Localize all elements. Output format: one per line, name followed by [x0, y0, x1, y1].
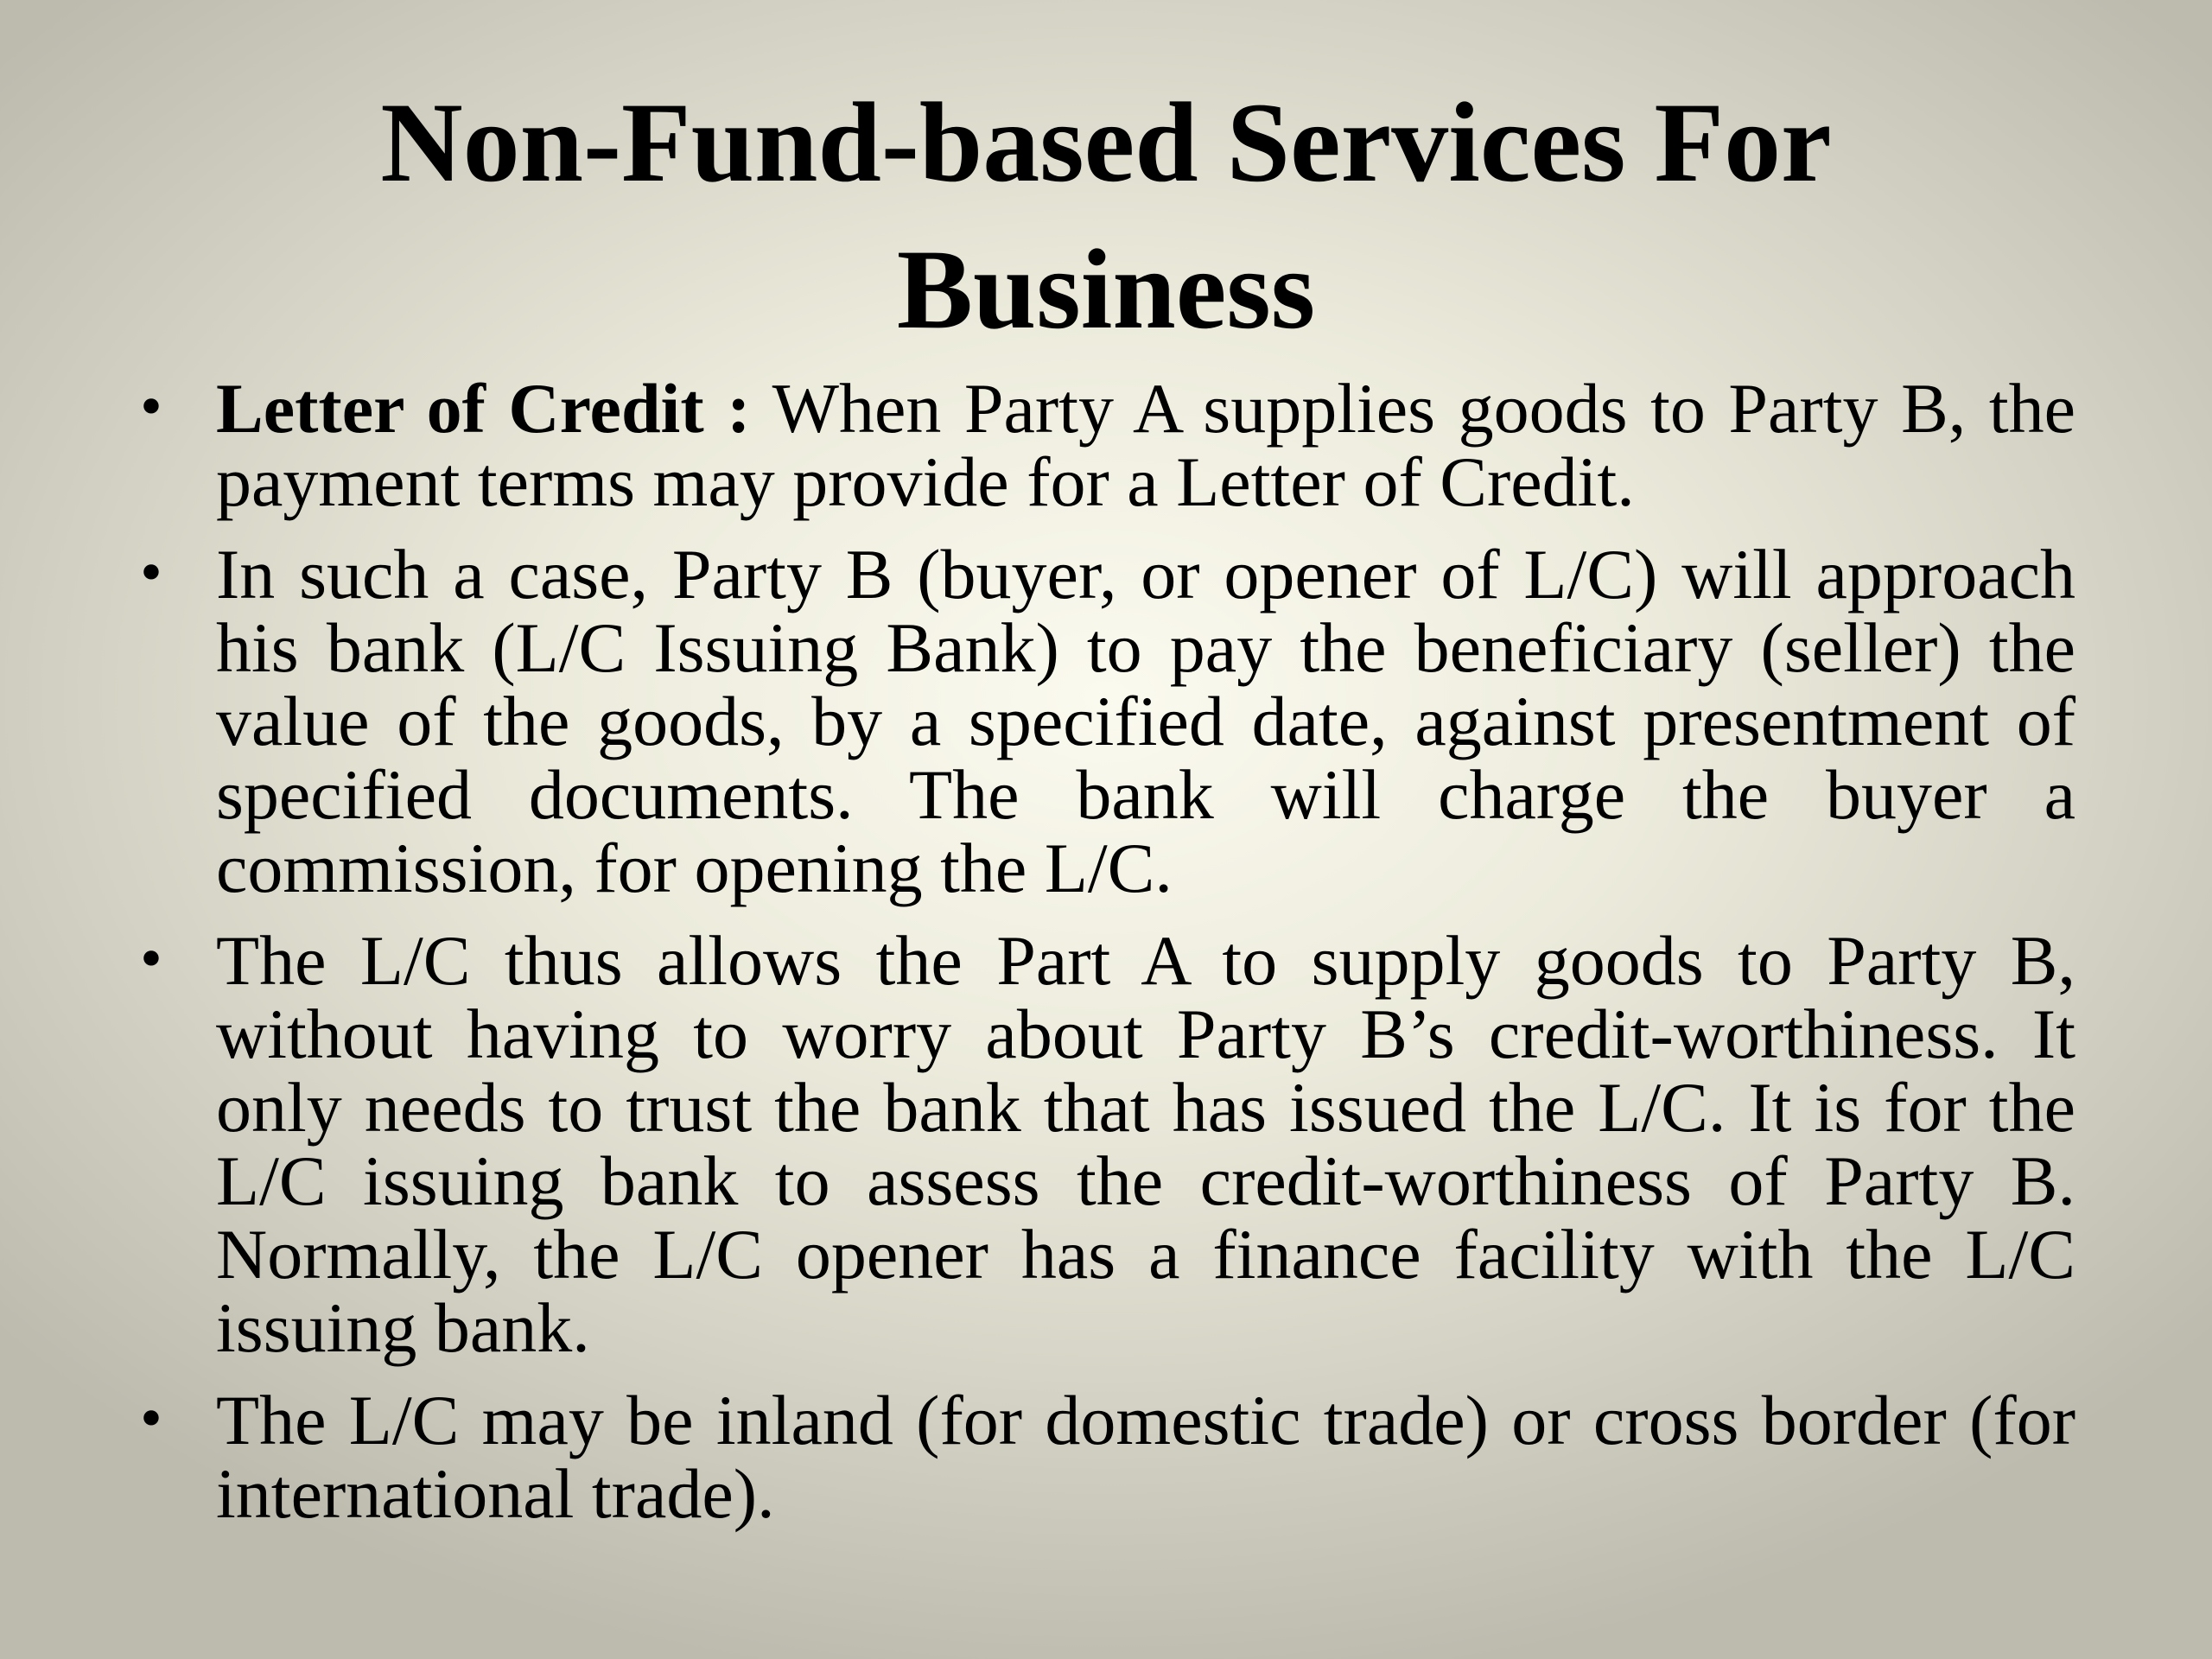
bullet-text: The L/C thus allows the Part A to supply goods to Party B, without having to worry about Party B’s credit-worthiness. It only needs to trust the bank that has issued the L/C. It is for the L/C issuing bank to assess the credit-worthiness of Party B. Normally, the L/C opener has a finance facility with the L/C issuing bank. — [216, 921, 2075, 1367]
bullet-text: When Party A supplies goods to Party B, the payment terms may provide for a Letter of Credit. — [216, 369, 2075, 521]
bullet-text: The L/C may be inland (for domestic trade) or cross border (for international trade). — [216, 1381, 2075, 1533]
bullet-item-lc-types — [136, 1381, 2075, 1533]
bullet-item-lc-process — [136, 535, 2075, 907]
bullet-item-letter-of-credit — [136, 369, 2075, 521]
slide-title — [138, 69, 2074, 363]
bullet-point-icon: • — [136, 1389, 167, 1450]
bullet-point-icon: • — [136, 378, 167, 438]
slide-title-line-2: Business — [896, 226, 1316, 353]
bullet-list — [136, 369, 2075, 1549]
bullet-point-icon: • — [136, 543, 167, 604]
bullet-term: Letter of Credit : — [216, 369, 751, 448]
bullet-point-icon: • — [136, 930, 167, 990]
slide-title-line-1: Non-Fund-based Services For — [380, 79, 1832, 206]
bullet-text: In such a case, Party B (buyer, or opener of L/C) will approach his bank (L/C Issuing Bank) to pay the beneficiary (seller) the value of the goods, by a specified date, against presentment of specified documents. The bank will charge the buyer a commission, for opening the L/C. — [216, 535, 2075, 907]
bullet-item-lc-benefit — [136, 921, 2075, 1367]
